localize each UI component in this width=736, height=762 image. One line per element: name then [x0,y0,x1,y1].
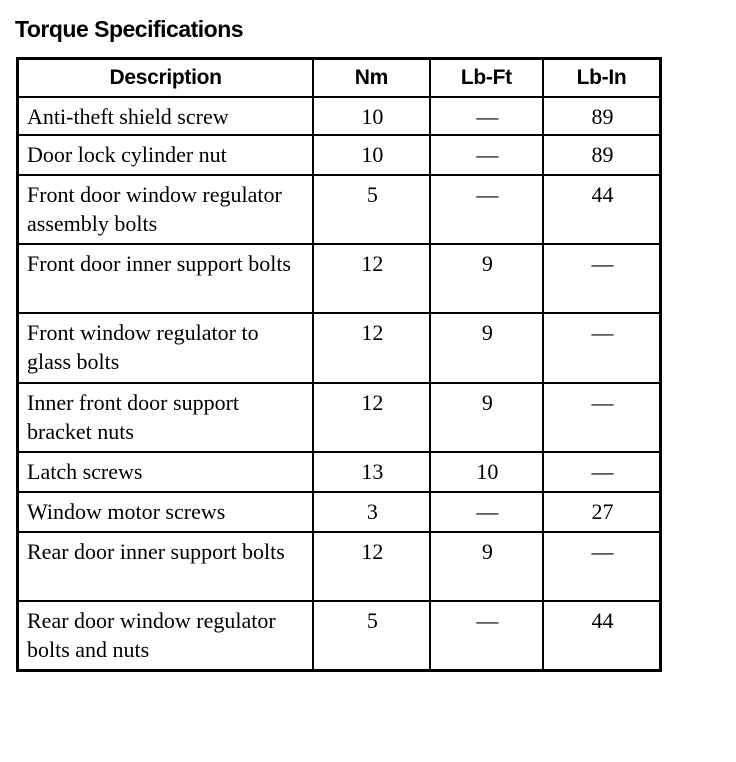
row-lb-in: — [543,313,660,383]
row-nm: 5 [313,601,429,670]
table-row [18,492,661,532]
row-nm: 12 [313,383,429,452]
row-lb-ft: 9 [430,244,543,313]
table-row [18,532,661,601]
row-nm: 13 [313,452,429,492]
row-lb-in: — [543,244,660,313]
table-row [18,175,661,244]
row-description: Door lock cylinder nut [18,135,314,175]
row-nm: 5 [313,175,429,244]
row-lb-ft: — [430,135,543,175]
row-lb-ft: 9 [430,313,543,383]
table-header-row [18,59,661,98]
header-lb-in: Lb-In [543,59,660,98]
row-lb-in: — [543,452,660,492]
table-row [18,383,661,452]
row-lb-ft: — [430,492,543,532]
row-lb-in: 89 [543,135,660,175]
table-row [18,135,661,175]
row-description: Latch screws [18,452,314,492]
table-row [18,601,661,670]
row-description: Front door inner support bolts [18,244,314,313]
page-title: Torque Specifications [15,16,244,42]
table-row [18,313,661,383]
row-lb-in: 89 [543,97,660,135]
torque-specifications-table [16,57,662,672]
row-lb-ft: — [430,175,543,244]
row-lb-ft: 10 [430,452,543,492]
row-lb-in: 27 [543,492,660,532]
row-nm: 12 [313,532,429,601]
table-row [18,97,661,135]
row-lb-in: 44 [543,175,660,244]
row-description: Window motor screws [18,492,314,532]
row-description: Front window regulator to glass bolts [18,313,314,383]
row-lb-ft: — [430,97,543,135]
row-description: Rear door inner support bolts [18,532,314,601]
row-nm: 12 [313,244,429,313]
row-lb-in: 44 [543,601,660,670]
row-description: Inner front door support bracket nuts [18,383,314,452]
table-row [18,452,661,492]
table-row [18,244,661,313]
row-description: Rear door window regulator bolts and nuts [18,601,314,670]
row-description: Anti-theft shield screw [18,97,314,135]
row-lb-ft: — [430,601,543,670]
row-nm: 12 [313,313,429,383]
row-lb-in: — [543,383,660,452]
row-nm: 10 [313,97,429,135]
row-nm: 3 [313,492,429,532]
header-nm: Nm [313,59,429,98]
row-lb-ft: 9 [430,383,543,452]
row-description: Front door window regulator assembly bolts [18,175,314,244]
header-description: Description [18,59,314,98]
header-lb-ft: Lb-Ft [430,59,543,98]
row-lb-ft: 9 [430,532,543,601]
row-nm: 10 [313,135,429,175]
row-lb-in: — [543,532,660,601]
